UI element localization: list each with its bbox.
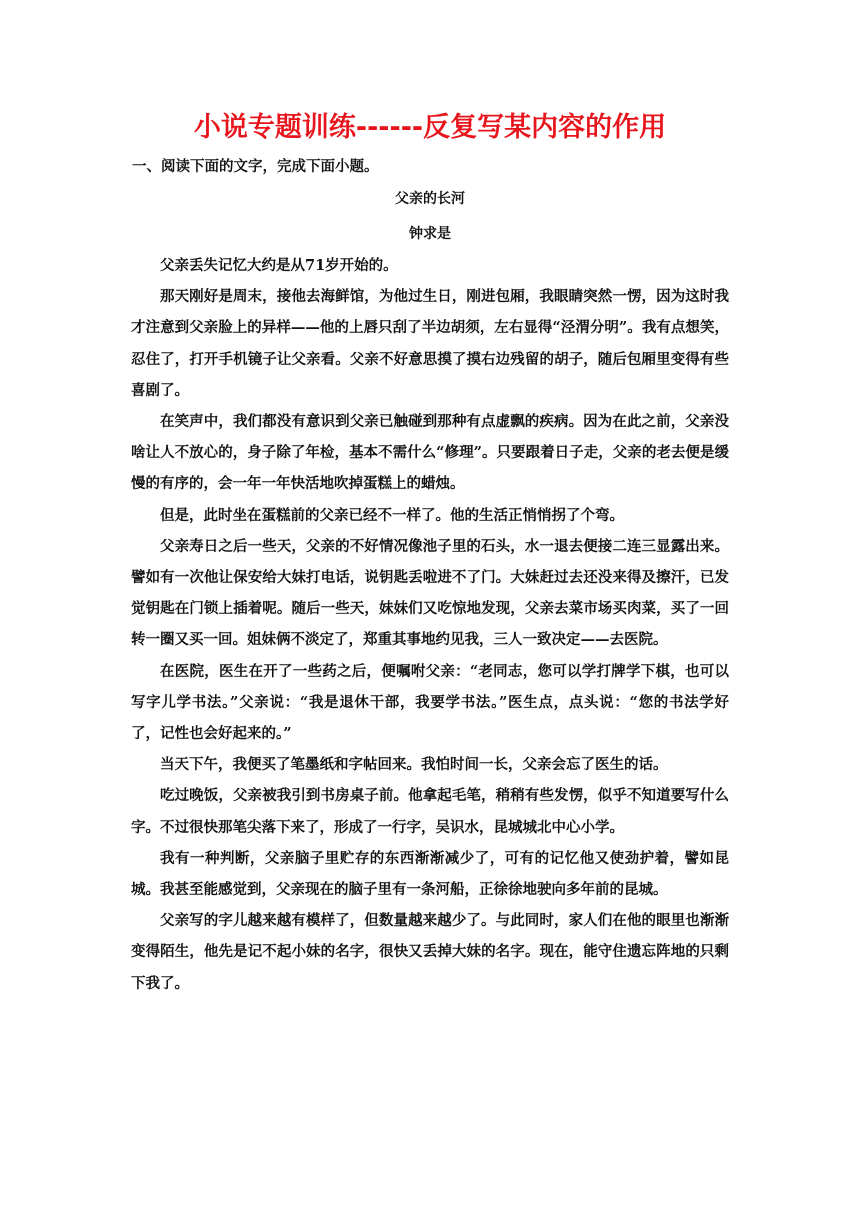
- document-title: 小说专题训练------反复写某内容的作用: [193, 112, 667, 143]
- paragraph: 吃过晚饭，父亲被我引到书房桌子前。他拿起毛笔，稍稍有些发愣，似乎不知道要写什么字。不过很快那笔尖落下来了，形成了一行字，吴识水，昆城城北中心小学。: [131, 787, 729, 836]
- paragraph: 父亲丢失记忆大约是从71岁开始的。: [160, 257, 398, 274]
- paragraph: 在笑声中，我们都没有意识到父亲已触碰到那种有点虚飘的疾病。因为在此之前，父亲没啥让人不放心的，身子除了年检，基本不需什么“修理”。只要跟着日子走，父亲的老去便是缓慢的有序的，会一年一年快活地吹掉蛋糕上的蜡烛。: [131, 413, 729, 493]
- paragraph: 我有一种判断，父亲脑子里贮存的东西渐渐减少了，可有的记忆他又使劲护着，譬如昆城。我甚至能感觉到，父亲现在的脑子里有一条河船，正徐徐地驶向多年前的昆城。: [131, 849, 729, 899]
- paragraph: 但是，此时坐在蛋糕前的父亲已经不一样了。他的生活正悄悄拐了个弯。: [160, 506, 624, 524]
- paragraph: 当天下午，我便买了笔墨纸和字帖回来。我怕时间一长，父亲会忘了医生的话。: [160, 756, 668, 774]
- paragraph: 那天刚好是周末，接他去海鲜馆，为他过生日，刚进包厢，我眼睛突然一愣，因为这时我才注意到父亲脸上的异样——他的上唇只刮了半边胡须，左右显得“泾渭分明”。我有点想笑，忍住了，打开手机镜子让父亲看。父亲不好意思摸了摸右边残留的胡子，随后包厢里变得有些喜剧了。: [131, 288, 729, 399]
- paragraph: 父亲寿日之后一些天，父亲的不好情况像池子里的石头，水一退去便接二连三显露出来。譬如有一次他让保安给大妹打电话，说钥匙丢啦进不了门。大妹赶过去还没来得及擦汗，已发觉钥匙在门锁上插着呢。随后一些天，妹妹们又吃惊地发现，父亲去菜市场买肉菜，买了一回转一圈又买一回。姐妹俩不淡定了，郑重其事地约见我，三人一致决定——去医院。: [131, 537, 729, 649]
- paragraph: 父亲写的字儿越来越有模样了，但数量越来越少了。与此同时，家人们在他的眼里也渐渐变得陌生，他先是记不起小妹的名字，很快又丢掉大妹的名字。现在，能守住遗忘阵地的只剩下我了。: [131, 912, 729, 992]
- article-body: [131, 250, 729, 999]
- question-heading: 一、阅读下面的文字，完成下面小题。: [132, 159, 379, 175]
- article-title: 父亲的长河: [395, 191, 465, 207]
- paragraph: 在医院，医生在开了一些药之后，便嘱咐父亲：“老同志，您可以学打牌学下棋，也可以写字儿学书法。”父亲说：“我是退休干部，我要学书法。”医生点，点头说：“您的书法学好了，记性也会好起来的。”: [131, 662, 729, 743]
- article-author: 钟求是: [409, 226, 451, 242]
